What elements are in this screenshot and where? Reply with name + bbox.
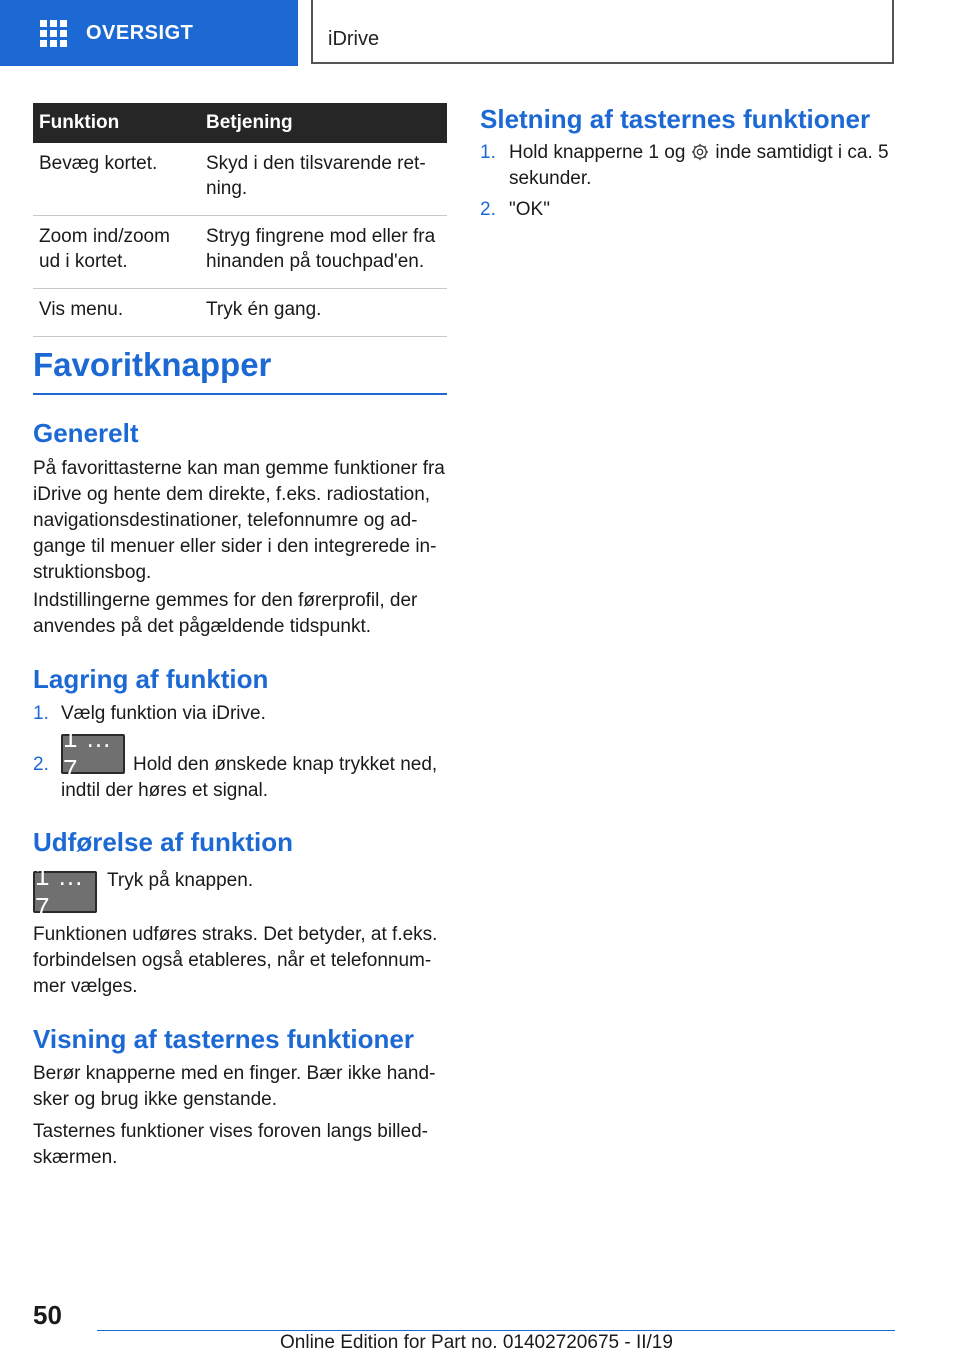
step-text: Hold den ønskede knap trykket ned, indtil der høres et signal. [61, 754, 438, 801]
grid-icon [40, 20, 67, 47]
table-cell: Zoom ind/zoom ud i kortet. [33, 216, 200, 289]
execute-paragraph: Funktionen udføres straks. Det betyder, at f.eks. forbindelsen også etableres, når et telefonnummer vælges. [33, 924, 438, 997]
step-number: 1. [480, 142, 496, 163]
heading-general: Generelt [33, 418, 139, 448]
favorite-button-label: 1 ... 7 [35, 861, 84, 922]
table-header-function: Funktion [33, 103, 200, 143]
favorite-button-label: 1 ... 7 [63, 723, 112, 784]
execute-instruction: Tryk på knappen. [107, 870, 254, 891]
section-tab[interactable] [0, 0, 298, 66]
footer-divider [97, 1330, 895, 1331]
section-tab-label: OVERSIGT [86, 21, 194, 44]
heading-delete-functions: Sletning af tasternes funktioner [480, 104, 871, 134]
display-paragraph-1: Berør knapperne med en finger. Bær ikke handsker og brug ikke genstande. [33, 1063, 436, 1110]
footer-edition: Online Edition for Part no. 01402720675 - II/19 [280, 1332, 673, 1353]
table-cell: Stryg fingrene mod eller fra hinanden på touchpad'en. [200, 216, 447, 289]
table-header-row [33, 103, 447, 143]
section-title: Favoritknapper [33, 346, 447, 395]
chapter-title: iDrive [328, 28, 380, 50]
table-row [33, 289, 447, 337]
step-text-part: Hold knapperne 1 og [509, 142, 686, 163]
chapter-header [311, 0, 894, 64]
page-number: 50 [33, 1300, 62, 1330]
control-table [33, 103, 447, 337]
step-number: 1. [33, 703, 49, 724]
general-paragraph-2: Indstillingerne gemmes for den førerprofil, der anvendes på det pågældende tidspunkt. [33, 590, 418, 637]
step-text: "OK" [509, 199, 550, 220]
heading-display-functions: Visning af tasternes funktioner [33, 1024, 414, 1054]
general-paragraph-1: På favorittasterne kan man gemme funktioner fra iDrive og hente dem direkte, f.eks. radiostation, navigationsdestinationer, telefonnumre og adgange til menuer eller sider i den integrerede instruktionsbog. [33, 458, 445, 583]
gear-icon [691, 143, 709, 161]
step-number: 2. [33, 754, 49, 775]
table-cell: Skyd i den tilsvarende retning. [200, 143, 447, 216]
step-text: Vælg funktion via iDrive. [61, 703, 266, 724]
step-text-part: inde samtidigt i ca. 5 sekunder. [509, 142, 889, 189]
table-row [33, 216, 447, 289]
table-cell: Vis menu. [33, 289, 200, 337]
display-paragraph-2: Tasternes funktioner vises foroven langs billedskærmen. [33, 1121, 428, 1168]
table-cell: Tryk én gang. [200, 289, 447, 337]
step-number: 2. [480, 199, 496, 220]
heading-execute-function: Udførelse af funktion [33, 827, 294, 857]
heading-store-function: Lagring af funktion [33, 664, 269, 694]
step-text [509, 140, 895, 192]
table-row [33, 143, 447, 216]
table-cell: Bevæg kortet. [33, 143, 200, 216]
table-header-operation: Betjening [200, 103, 447, 143]
favorite-button-image [33, 861, 97, 922]
